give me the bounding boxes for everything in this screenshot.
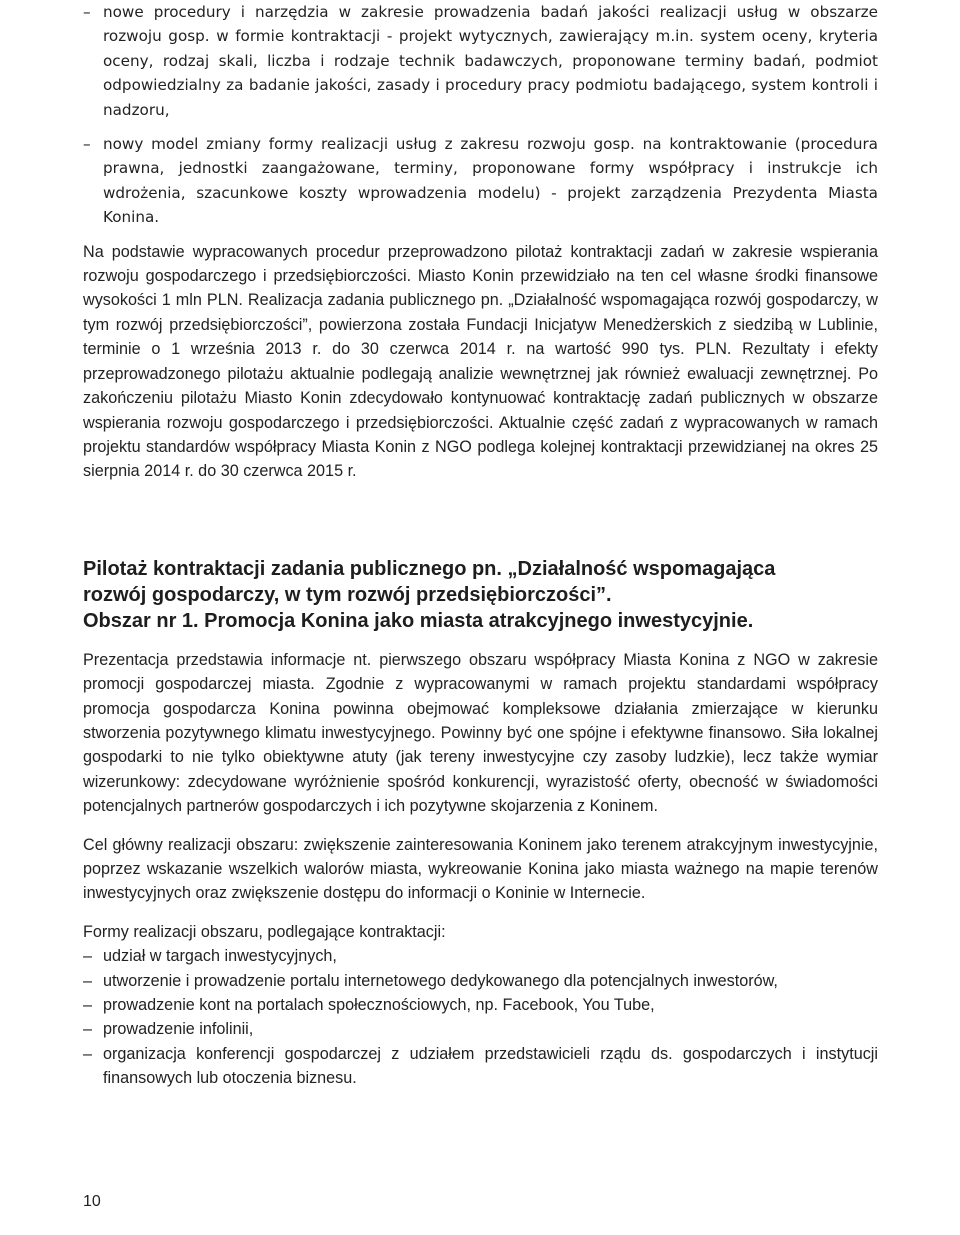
dash-marker: –: [83, 3, 91, 21]
list-item-text: organizacja konferencji gospodarczej z udziałem przedstawicieli rządu ds. gospodarczych i instytucji finansowych lub otoczenia biznesu.: [103, 1044, 878, 1088]
document-page: [83, 0, 878, 1235]
list-item: [83, 993, 878, 1017]
list-item: [83, 969, 878, 993]
list-item-text: utworzenie i prowadzenie portalu internetowego dedykowanego dla potencjalnych inwestorów,: [103, 971, 778, 990]
list-intro: Formy realizacji obszaru, podlegające kontraktacji:: [83, 922, 446, 941]
list-item-text: udział w targach inwestycyjnych,: [103, 947, 337, 966]
section-heading-line-1: Pilotaż kontraktacji zadania publicznego pn. „Działalność wspomagająca: [83, 557, 776, 580]
page-number: 10: [83, 1193, 101, 1210]
paragraph-main-goal: Cel główny realizacji obszaru: zwiększenie zainteresowania Koninem jako terenem atrakcyjnym inwestycyjnie, poprzez wskazanie wszelkich walorów miasta, wykreowanie Konina jako miasta ważnego na mapie terenów inwestycyjnych oraz zwiększenie dostępu do informacji o Koninie w Internecie.: [83, 835, 878, 903]
top-list-item: [83, 0, 878, 122]
list-item-text: prowadzenie infolinii,: [103, 1020, 254, 1039]
dash-marker: –: [83, 947, 93, 966]
dash-marker: –: [83, 996, 93, 1014]
section-heading: [83, 556, 878, 634]
list-item: [83, 1017, 878, 1041]
dash-marker: –: [83, 971, 93, 990]
top-list-item-text: nowe procedury i narzędzia w zakresie prowadzenia badań jakości realizacji usług w obszarze rozwoju gosp. w formie kontraktacji - projekt wytycznych, zawierający m.in. system oceny, kryteria oceny, rodzaj skali, liczba i rodzaje technik badawczych, proponowane terminy badań, podmiot odpowiedzialny za badanie jakości, zasady i procedury pracy podmiotu badającego, system kontroli i nadzoru,: [103, 3, 878, 119]
paragraph-pilot-results: Na podstawie wypracowanych procedur przeprowadzono pilotaż kontraktacji zadań w zakresie wspierania rozwoju gospodarczego i przedsiębiorczości. Miasto Konin przewidziało na ten cel własne środki finansowe wysokości 1 mln PLN. Realizacja zadania publicznego pn. „Działalność wspomagająca rozwój gospodarczy, w tym rozwój przedsiębiorczości”, powierzona została Fundacji Inicjatyw Menedżerskich z siedzibą w Lublinie, terminie o 1 września 2013 r. do 30 czerwca 2014 r. na wartość 990 tys. PLN. Rezultaty i efekty przeprowadzonego pilotażu aktualnie podlegają analizie wewnętrznej jak również ewaluacji zewnętrznej. Po zakończeniu pilotażu Miasto Konin zdecydowało kontynuować kontraktację zadań publicznych w obszarze wspierania rozwoju gospodarczego i przedsiębiorczości. Aktualnie część zadań z wypracowanych w ramach projektu standardów współpracy Miasta Konin z NGO podlega kolejnej kontraktacji przewidzianej na okres 25 sierpnia 2014 r. do 30 czerwca 2015 r.: [83, 242, 878, 481]
list-item: [83, 1042, 878, 1091]
dash-marker: –: [83, 1020, 93, 1039]
dash-marker: –: [83, 135, 91, 154]
dash-marker: –: [83, 1044, 93, 1063]
paragraph-presentation: Prezentacja przedstawia informacje nt. pierwszego obszaru współpracy Miasta Konina z NGO w zakresie promocji gospodarczej miasta. Zgodnie z wypracowanymi w ramach projektu standardami współpracy promocja gospodarcza Konina powinna obejmować kompleksowe działania zmierzające w kierunku stworzenia pozytywnego klimatu inwestycyjnego. Powinny być one spójne i efektywne finansowo. Siła lokalnej gospodarki to nie tylko obiektywne atuty (jak tereny inwestycyjne czy zasoby ludzkie), lecz także wymiar wizerunkowy: zdecydowane wyróżnienie spośród konkurencji, wyrazistość oferty, obecność w świadomości potencjalnych partnerów gospodarczych i ich pozytywne skojarzenia z Koninem.: [83, 650, 878, 816]
list-item: [83, 944, 878, 968]
section-heading-line-3: Obszar nr 1. Promocja Konina jako miasta atrakcyjnego inwestycyjnie.: [83, 609, 754, 632]
section-heading-line-2: rozwój gospodarczy, w tym rozwój przedsiębiorczości”.: [83, 583, 612, 606]
forms-list: [83, 944, 878, 1090]
list-item-text: prowadzenie kont na portalach społecznościowych, np. Facebook, You Tube,: [103, 996, 655, 1014]
top-list-item-text: nowy model zmiany formy realizacji usług z zakresu rozwoju gosp. na kontraktowanie (procedura prawna, jednostki zaangażowane, terminy, proponowane formy współpracy i instrukcje ich wdrożenia, szacunkowe koszty wprowadzenia modelu) - projekt zarządzenia Prezydenta Miasta Konina.: [103, 135, 878, 227]
top-list-item: [83, 132, 878, 230]
